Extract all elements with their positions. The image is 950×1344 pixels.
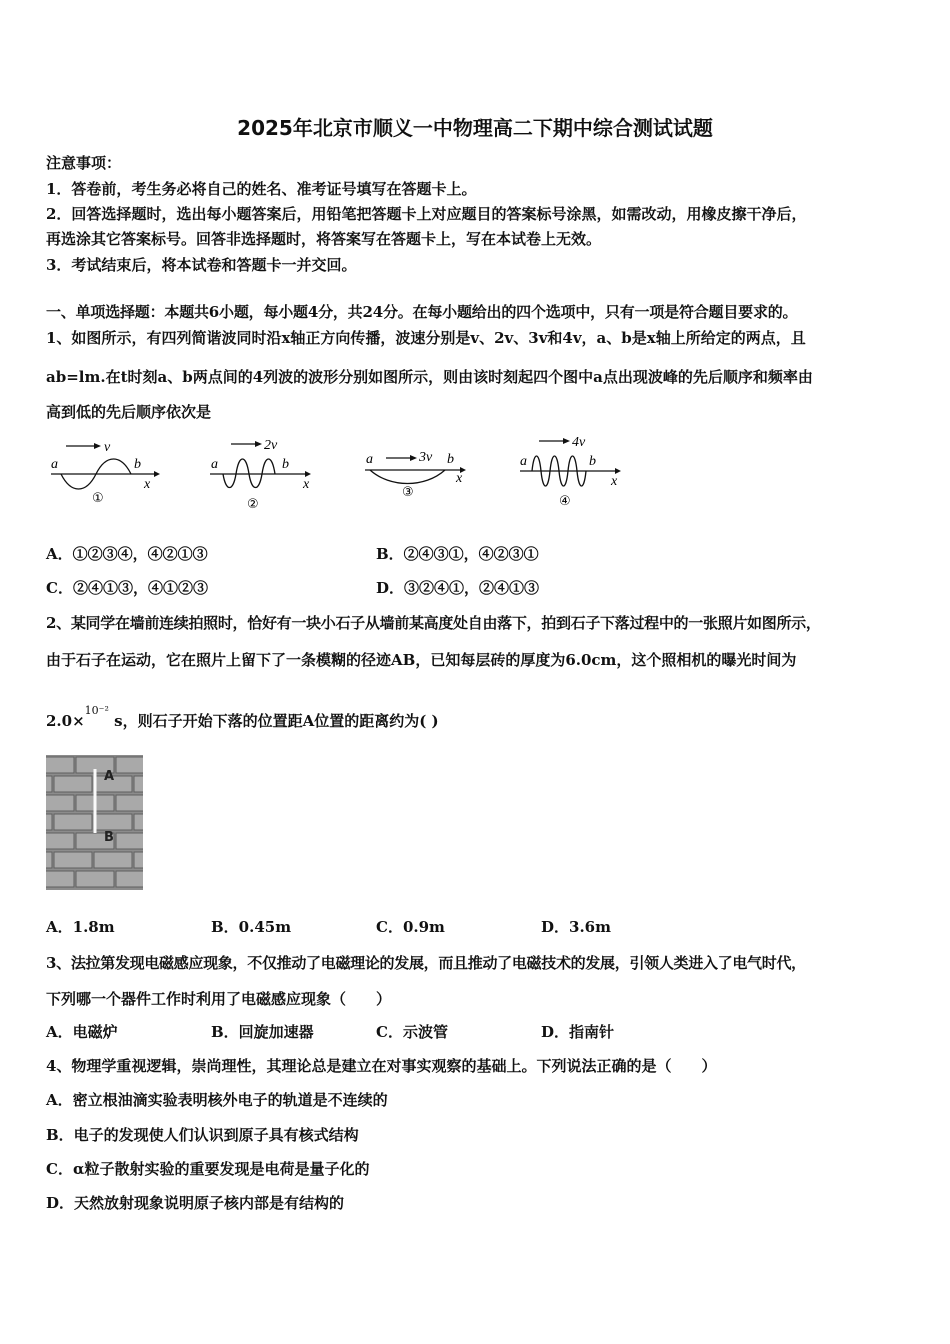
- q1-option-c[interactable]: C．②④①③，④①②③: [46, 579, 208, 597]
- svg-text:a: a: [51, 457, 58, 472]
- brick-wall-photo: [46, 755, 143, 890]
- svg-text:v: v: [104, 440, 111, 455]
- svg-text:b: b: [134, 457, 141, 472]
- svg-text:4v: 4v: [572, 435, 586, 450]
- svg-text:a: a: [211, 457, 218, 472]
- svg-text:④: ④: [559, 494, 571, 509]
- q2-option-d[interactable]: D．3.6m: [541, 918, 611, 936]
- q2-option-b[interactable]: B．0.45m: [211, 918, 292, 936]
- section-heading: 一、单项选择题：本题共6小题，每小题4分，共24分。在每小题给出的四个选项中，只有一项是符合题目要求的。: [46, 303, 798, 321]
- photo-label-a: A: [104, 769, 115, 784]
- q3-option-c[interactable]: C．示波管: [376, 1023, 448, 1041]
- q1-option-d[interactable]: D．③②④①，②④①③: [376, 579, 540, 597]
- q2-stem-line: 由于石子在运动，它在照片上留下了一条模糊的径迹AB，已知每层砖的厚度为6.0cm，这个照相机的曝光时间为: [46, 651, 797, 669]
- notice-item: 1．答卷前，考生务必将自己的姓名、准考证号填写在答题卡上。: [46, 180, 477, 198]
- svg-text:3v: 3v: [419, 450, 433, 465]
- svg-text:x: x: [456, 471, 463, 486]
- formula-suffix: s，则石子开始下落的位置距A位置的距离约为( ): [114, 712, 439, 730]
- svg-text:a: a: [520, 454, 527, 469]
- wave-figure-3: [360, 436, 480, 516]
- q3-option-d[interactable]: D．指南针: [541, 1023, 615, 1041]
- q1-stem-line: ab=lm.在t时刻a、b两点间的4列波的波形分别如图所示，则由该时刻起四个图中a点出现波峰的先后顺序和频率由: [46, 368, 813, 386]
- svg-text:x: x: [303, 477, 310, 492]
- notice-item: 再选涂其它答案标号。回答非选择题时，将答案写在答题卡上，写在本试卷上无效。: [46, 230, 602, 248]
- q2-stem-line: 2、某同学在墙前连续拍照时，恰好有一块小石子从墙前某高度处自由落下，拍到石子下落过程中的一张照片如图所示，: [46, 614, 821, 632]
- svg-text:b: b: [447, 452, 454, 467]
- q4-stem: 4、物理学重视逻辑，崇尚理性，其理论总是建立在对事实观察的基础上。下列说法正确的是（ ）: [46, 1057, 717, 1075]
- svg-text:②: ②: [247, 497, 259, 512]
- svg-text:b: b: [589, 454, 596, 469]
- q3-option-b[interactable]: B．回旋加速器: [211, 1023, 314, 1041]
- q2-formula-line: [46, 704, 439, 731]
- formula-power: 10⁻²: [84, 704, 109, 717]
- q2-option-a[interactable]: A．1.8m: [46, 918, 115, 936]
- q3-stem-line: 3、法拉第发现电磁感应现象，不仅推动了电磁理论的发展，而且推动了电磁技术的发展，引领人类进入了电气时代，: [46, 954, 806, 972]
- q1-option-b[interactable]: B．②④③①，④②③①: [376, 545, 539, 563]
- q2-option-c[interactable]: C．0.9m: [376, 918, 445, 936]
- q3-stem-line: 下列哪一个器件工作时利用了电磁感应现象（ ）: [46, 990, 392, 1008]
- svg-text:a: a: [366, 452, 373, 467]
- q3-option-a[interactable]: A．电磁炉: [46, 1023, 118, 1041]
- q1-stem-line: 1、如图所示，有四列简谐波同时沿x轴正方向传播，波速分别是v、2v、3v和4v，a、b是x轴上所给定的两点，且: [46, 329, 806, 347]
- notice-item: 3．考试结束后，将本试卷和答题卡一并交回。: [46, 256, 357, 274]
- notice-item: 2．回答选择题时，选出每小题答案后，用铅笔把答题卡上对应题目的答案标号涂黑，如需改动，用橡皮擦干净后，: [46, 205, 807, 223]
- photo-label-b: B: [104, 830, 114, 845]
- svg-text:2v: 2v: [264, 438, 278, 453]
- q1-option-a[interactable]: A．①②③④，④②①③: [46, 545, 208, 563]
- svg-text:b: b: [282, 457, 289, 472]
- svg-text:①: ①: [92, 491, 104, 506]
- formula-prefix: 2.0×: [46, 712, 85, 730]
- q4-option-b[interactable]: B．电子的发现使人们认识到原子具有核式结构: [46, 1126, 359, 1144]
- q4-option-a[interactable]: A．密立根油滴实验表明核外电子的轨道是不连续的: [46, 1091, 388, 1109]
- wave-figure-4: [515, 433, 635, 513]
- q4-option-d[interactable]: D．天然放射现象说明原子核内部是有结构的: [46, 1194, 345, 1212]
- q1-stem-line: 高到低的先后顺序依次是: [46, 403, 212, 421]
- svg-text:③: ③: [402, 485, 414, 500]
- svg-text:x: x: [144, 477, 151, 492]
- wave-figure-2: [205, 436, 325, 516]
- wave-figure-1: [46, 436, 166, 516]
- svg-text:x: x: [611, 474, 618, 489]
- q4-option-c[interactable]: C．α粒子散射实验的重要发现是电荷是量子化的: [46, 1160, 370, 1178]
- page-title: 2025年北京市顺义一中物理高二下期中综合测试试题: [237, 116, 713, 140]
- notice-heading: 注意事项：: [46, 154, 122, 172]
